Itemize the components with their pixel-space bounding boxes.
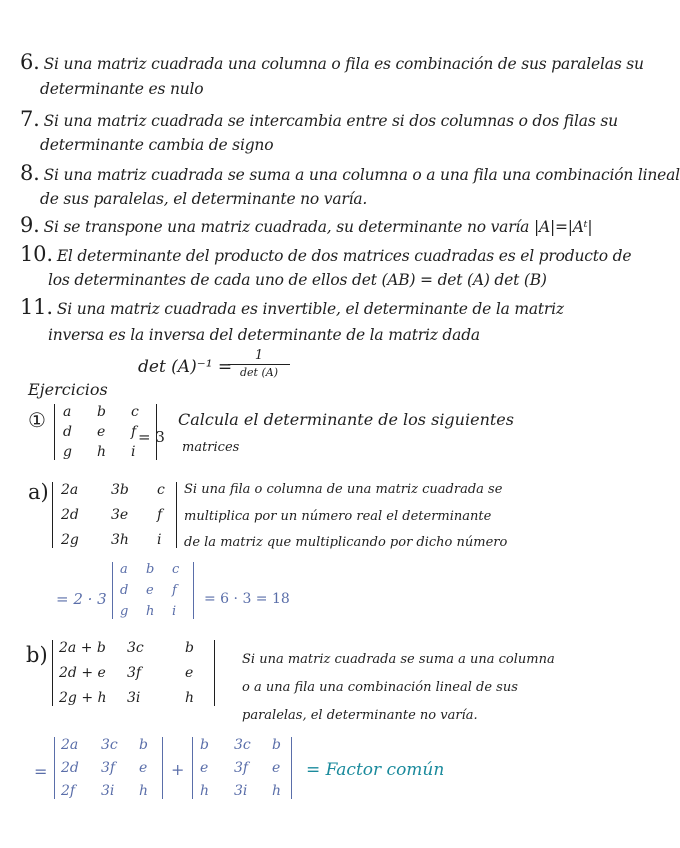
matrix-cell: h: [97, 444, 107, 460]
matrix-cell: f: [172, 583, 177, 598]
matrix-cell: e: [97, 424, 106, 440]
matrix-cell: i: [172, 604, 177, 619]
matrix-cell: d: [120, 583, 129, 598]
matrix-cell: 2a: [61, 482, 79, 498]
property-text: El determinante del producto de dos matrices cuadradas es el producto de: [56, 247, 632, 265]
matrix-cell: 2d: [61, 507, 79, 523]
matrix-cell: d: [63, 424, 72, 440]
matrix-cell: e: [146, 583, 154, 598]
property-text: de sus paralelas, el determinante no varía.: [40, 190, 368, 208]
matrix-cell: b: [146, 562, 155, 577]
matrix-cell: 3i: [101, 783, 115, 799]
exercise-instruction: matrices: [182, 440, 240, 455]
matrix-cell: h: [146, 604, 155, 619]
matrix-cell: b: [200, 737, 209, 753]
matrix-cell: b: [272, 737, 281, 753]
property-number: 6.: [20, 50, 40, 74]
plus-sign: +: [171, 760, 185, 779]
matrix-cell: b: [139, 737, 148, 753]
property-number: 7.: [20, 107, 40, 131]
matrix-cell: c: [131, 404, 139, 420]
property-number: 11.: [20, 295, 53, 319]
exercise-label: b): [26, 643, 48, 667]
exercise-instruction: Calcula el determinante de los siguientes: [178, 410, 514, 429]
property-text: Si una matriz cuadrada una columna o fila es combinación de sus paralelas su: [43, 55, 644, 73]
matrix-cell: e: [200, 760, 209, 776]
matrix-cell: 2f: [61, 783, 76, 799]
formula-denominator: det (A): [240, 366, 278, 379]
property-text: los determinantes de cada uno de ellos det (AB) = det (A) det (B): [48, 271, 547, 289]
matrix-cell: 3f: [127, 665, 142, 681]
left-matrix: [54, 737, 163, 799]
result-value: = 6 · 3 = 18: [204, 591, 290, 607]
property-text: inversa es la inversa del determinante de la matriz dada: [48, 326, 480, 344]
rule-note: o a una fila una combinación lineal de sus: [242, 680, 518, 695]
exercise-marker: ①: [28, 408, 46, 432]
matrix-cell: 2g + h: [59, 690, 107, 706]
rule-note: Si una fila o columna de una matriz cuadrada se: [184, 482, 503, 497]
property-text: Si una matriz cuadrada se suma a una columna o a una fila una combinación lineal: [43, 166, 680, 184]
matrix-cell: b: [97, 404, 106, 420]
matrix-cell: i: [131, 444, 136, 460]
result-matrix: [112, 562, 194, 619]
property-number: 9.: [20, 213, 40, 237]
matrix-cell: 3b: [111, 482, 129, 498]
property-text: determinante cambia de signo: [40, 136, 274, 154]
formula-fraction: [228, 348, 290, 379]
matrix-cell: a: [120, 562, 128, 577]
matrix-cell: a: [63, 404, 72, 420]
exercise-label: a): [28, 480, 49, 504]
property-number: 10.: [20, 242, 53, 266]
factor-note: = Factor común: [306, 760, 445, 780]
matrix-cell: 2a: [61, 737, 79, 753]
matrix-cell: 3i: [234, 783, 248, 799]
matrix-cell: b: [185, 640, 194, 656]
equals-sign: =: [34, 762, 48, 781]
matrix-cell: f: [157, 507, 163, 523]
rule-note: Si una matriz cuadrada se suma a una columna: [242, 652, 555, 667]
matrix-b: [52, 640, 215, 706]
matrix-cell: c: [172, 562, 180, 577]
matrix-cell: 3c: [101, 737, 118, 753]
property-text: determinante es nulo: [40, 80, 204, 98]
property-text: Si se transpone una matriz cuadrada, su determinante no varía |A|=|Aᵗ|: [43, 218, 593, 236]
matrix-cell: e: [185, 665, 194, 681]
matrix-cell: 2a + b: [59, 640, 106, 656]
rule-note: multiplica por un número real el determinante: [184, 509, 492, 524]
matrix-cell: 3h: [111, 532, 129, 548]
rule-note: de la matriz que multiplicando por dicho número: [184, 535, 508, 550]
formula-numerator: 1: [254, 348, 264, 363]
matrix-cell: i: [157, 532, 162, 548]
matrix-cell: 3i: [127, 690, 141, 706]
matrix-cell: g: [63, 444, 72, 460]
right-matrix: [192, 737, 292, 799]
matrix-cell: e: [272, 760, 281, 776]
matrix-cell: h: [139, 783, 149, 799]
exercises-heading: Ejercicios: [28, 380, 108, 399]
determinant-value: = 3: [138, 428, 165, 446]
fraction-bar: [228, 364, 290, 365]
matrix-cell: 3f: [234, 760, 249, 776]
matrix-cell: e: [139, 760, 148, 776]
matrix-cell: h: [272, 783, 282, 799]
matrix-cell: 3e: [111, 507, 129, 523]
matrix-cell: f: [131, 424, 137, 440]
matrix-cell: g: [120, 604, 129, 619]
matrix-cell: 3c: [234, 737, 251, 753]
matrix-cell: 2g: [61, 532, 79, 548]
matrix-cell: h: [185, 690, 195, 706]
matrix-cell: h: [200, 783, 210, 799]
formula-lhs: det (A)⁻¹ =: [138, 357, 233, 377]
scalar-factor: = 2 · 3: [56, 590, 107, 608]
matrix-cell: 2d: [61, 760, 79, 776]
property-number: 8.: [20, 161, 40, 185]
matrix-cell: c: [157, 482, 165, 498]
matrix-cell: 3f: [101, 760, 116, 776]
property-text: Si una matriz cuadrada se intercambia entre si dos columnas o dos filas su: [43, 112, 618, 130]
property-text: Si una matriz cuadrada es invertible, el determinante de la matriz: [56, 300, 564, 318]
matrix-a: [52, 482, 177, 548]
matrix-cell: 3c: [127, 640, 144, 656]
rule-note: paralelas, el determinante no varía.: [242, 708, 478, 723]
matrix-cell: 2d + e: [59, 665, 106, 681]
